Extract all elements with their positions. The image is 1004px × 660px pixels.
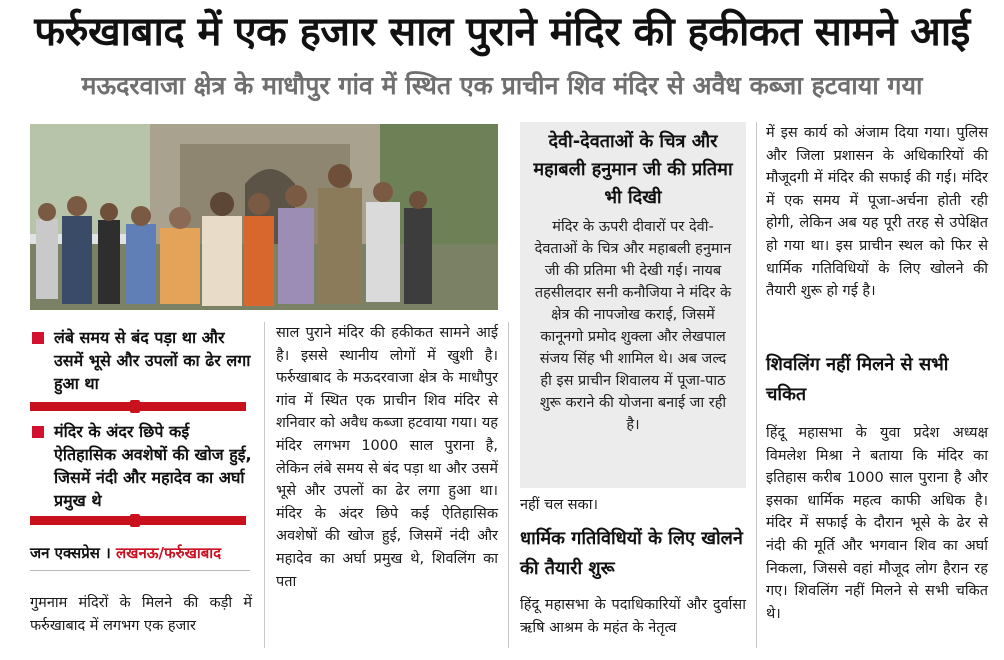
red-divider [30, 516, 246, 525]
section-heading: धार्मिक गतिविधियों के लिए खोलने की तैयारी शुरू [520, 528, 743, 579]
column-rule [264, 322, 265, 648]
byline-agency: जन एक्सप्रेस । [30, 544, 111, 562]
byline [30, 542, 256, 564]
temple-crowd-illustration [30, 124, 498, 310]
headline: फर्रुखाबाद में एक हजार साल पुराने मंदिर की हकीकत सामने आई [34, 9, 970, 55]
bullet-square-icon [32, 332, 44, 344]
red-divider [30, 402, 246, 411]
sidebox-text: मंदिर के ऊपरी दीवारों पर देवी-देवताओं के चित्र और महाबली हनुमान जी की प्रतिमा भी देखी गई। नायब तहसीलदार सनी कनौजिया ने मंदिर के क्षेत्र की नापजोख कराई, जिसमें कानूनगो प्रमोद शुक्ला और लेखपाल संजय सिंह भी शामिल थे। अब जल्द ही इस प्राचीन शिवालय में पूजा-पाठ शुरू कराने की योजना बनाई जा रही है। [534, 219, 732, 433]
article-col4-text: में इस कार्य को अंजाम दिया गया। पुलिस और जिला प्रशासन के अधिकारियों की मौजूदगी में मंदिर की सफाई की गई। मंदिर में एक समय में पूजा-अर्चना होती रही होगी, लेकिन अब यह पूरी तरह से उपेक्षित हो गया था। इस प्राचीन स्थल को फिर से धार्मिक गतिविधियों के लिए खोलने की तैयारी शुरू हो गई है। [766, 125, 988, 300]
section-heading: शिवलिंग नहीं मिलने से सभी चकित [766, 354, 949, 405]
article-col3-text: नहीं चल सका। [520, 497, 598, 513]
highlight-item: मंदिर के अंदर छिपे कई ऐतिहासिक अवशेषों की खोज हुई, जिसमें नंदी और महादेव का अर्घा प्रमुख थे [28, 420, 254, 512]
bullet-square-icon [32, 426, 44, 438]
article-col4-text: हिंदू महासभा के युवा प्रदेश अध्यक्ष विमलेश मिश्रा ने बताया कि मंदिर का इतिहास करीब 1000 साल पुराना है और इसका धार्मिक महत्व काफी अधिक है। मंदिर में सफाई के दौरान भूसे के ढेर से नंदी की मूर्ति और भगवान शिव का अर्घा निकला, जिससे वहां मौजूद लोग हैरान रह गए। शिवलिंग नहीं मिलने से सभी चकित थे। [766, 425, 988, 622]
column-rule [508, 322, 509, 648]
article-col3-text: हिंदू महासभा के पदाधिकारियों और दुर्वासा ऋषि आश्रम के महंत के नेतृत्व [520, 597, 746, 636]
sidebox-title: देवी-देवताओं के चित्र और महाबली हनुमान जी की प्रतिमा भी दिखी [533, 131, 733, 208]
article-col2: साल पुराने मंदिर की हकीकत सामने आई है। इससे स्थानीय लोगों में खुशी है। फर्रुखाबाद के मऊदरवाजा क्षेत्र के माधौपुर गांव में स्थित एक प्राचीन शिव मंदिर से शनिवार को अवैध कब्जा हटवाया गया। यह मंदिर लगभग 1000 साल पुराना है, लेकिन लंबे समय से बंद पड़ा था और उसमें भूसे और उपलों का ढेर लगा हुआ था। मंदिर के अंदर छिपे कई ऐतिहासिक अवशेषों की खोज हुई, जिसमें नंदी और महादेव का अर्घा प्रमुख थे, शिवलिंग का पता [276, 325, 498, 590]
byline-location: लखनऊ/फर्रुखाबाद [116, 544, 222, 562]
column-rule [756, 122, 757, 648]
subheadline: मऊदरवाजा क्षेत्र के माधौपुर गांव में स्थित एक प्राचीन शिव मंदिर से अवैध कब्जा हटवाया गया [81, 71, 923, 100]
byline-rule [30, 570, 250, 571]
article-col1: गुमनाम मंदिरों के मिलने की कड़ी में फर्रुखाबाद में लगभग एक हजार [30, 595, 252, 634]
highlight-item: लंबे समय से बंद पड़ा था और उसमें भूसे और उपलों का ढेर लगा हुआ था [28, 326, 254, 395]
news-photo [30, 124, 498, 310]
sidebox [520, 122, 746, 488]
